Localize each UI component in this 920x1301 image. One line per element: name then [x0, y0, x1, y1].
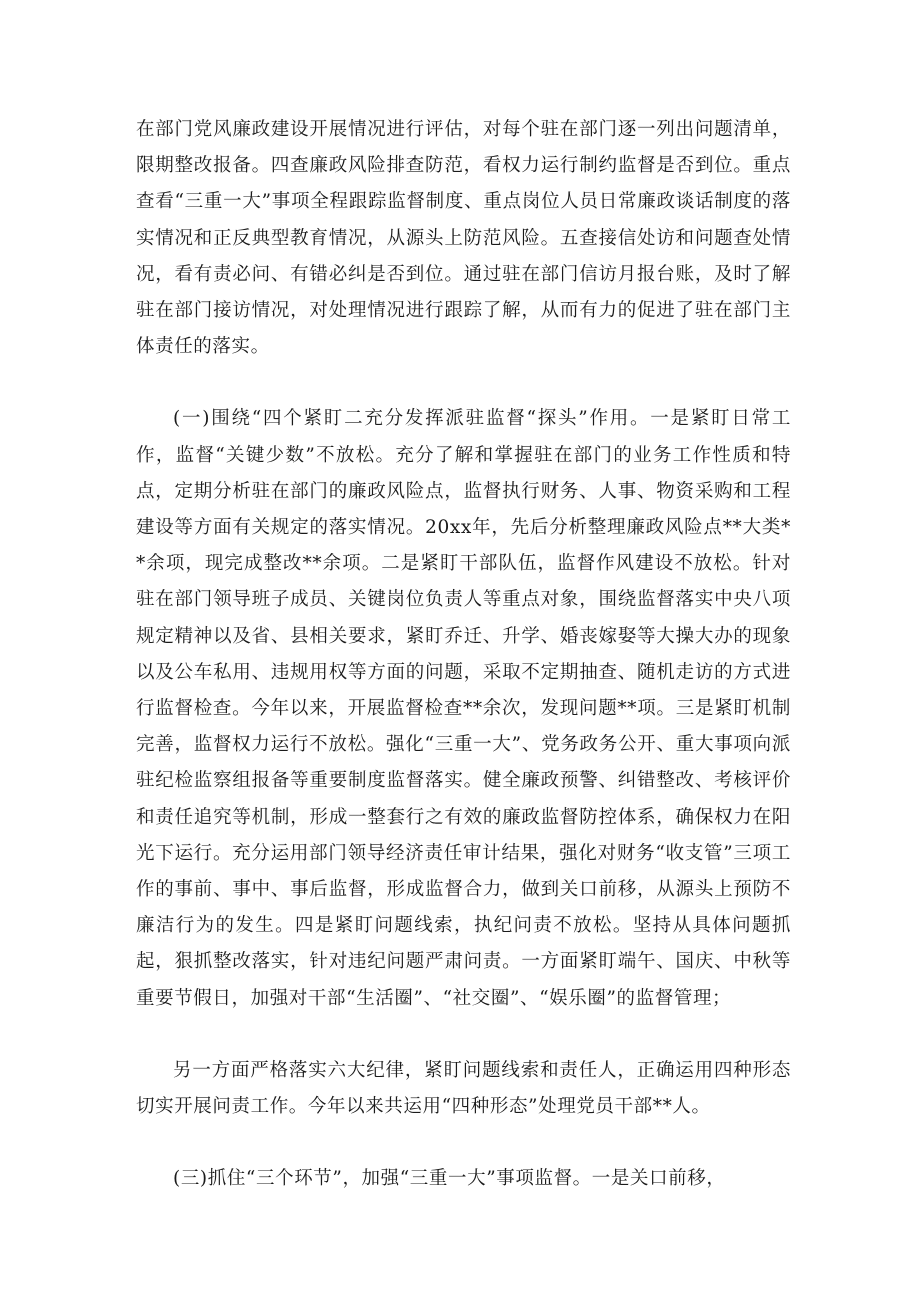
paragraph-section-three: (三)抓住“三个环节”，加强“三重一大”事项监督。一是关口前移， — [173, 1168, 726, 1190]
paragraph-section-one: (一)围绕“四个紧盯二充分发挥派驻监督“探头”作用。一是紧盯日常工作，监督“关键少数”不放松。充分了解和掌握驻在部门的业务工作性质和特点，定期分析驻在部门的廉政风险点，监督执行财务、人事、物资采购和工程建设等方面有关规定的落实情况。20xx年，先后分析整理廉政风险点**大类**余项，现完成整改**余项。二是紧盯干部队伍，监督作风建设不放松。针对驻在部门领导班子成员、关键岗位负责人等重点对象，围绕监督落实中央八项规定精神以及省、县相关要求，紧盯乔迁、升学、婚丧嫁娶等大操大办的现象以及公车私用、违规用权等方面的问题，采取不定期抽查、随机走访的方式进行监督检查。今年以来，开展监督检查**余次，发现问题**项。三是紧盯机制完善，监督权力运行不放松。强化“三重一大”、党务政务公开、重大事项向派驻纪检监察组报备等重要制度监督落实。健全廉政预警、纠错整改、考核评价和责任追究等机制，形成一整套行之有效的廉政监督防控体系，确保权力在阳光下运行。充分运用部门领导经济责任审计结果，强化对财务“收支管”三项工作的事前、事中、事后监督，形成监督合力，做到关口前移，从源头上预防不廉洁行为的发生。四是紧盯问题线索，执纪问责不放松。坚持从具体问题抓起，狠抓整改落实，针对违纪问题严肃问责。一方面紧盯端午、国庆、中秋等重要节假日，加强对干部“生活圈”、“社交圈”、“娱乐圈”的监督管理； — [136, 408, 791, 1009]
paragraph-inspection-summary: 在部门党风廉政建设开展情况进行评估，对每个驻在部门逐一列出问题清单，限期整改报备。四查廉政风险排查防范，看权力运行制约监督是否到位。重点查看“三重一大”事项全程跟踪监督制度、重点岗位人员日常廉政谈话制度的落实情况和正反典型教育情况，从源头上防范风险。五查接信处访和问题查处情况，看有责必问、有错必纠是否到位。通过驻在部门信访月报台账，及时了解驻在部门接访情况，对处理情况进行跟踪了解，从而有力的促进了驻在部门主体责任的落实。 — [136, 119, 791, 358]
paragraph-accountability: 另一方面严格落实六大纪律，紧盯问题线索和责任人，正确运用四种形态切实开展问责工作。今年以来共运用“四种形态”处理党员干部**人。 — [136, 1059, 791, 1118]
document-body — [136, 112, 791, 1197]
